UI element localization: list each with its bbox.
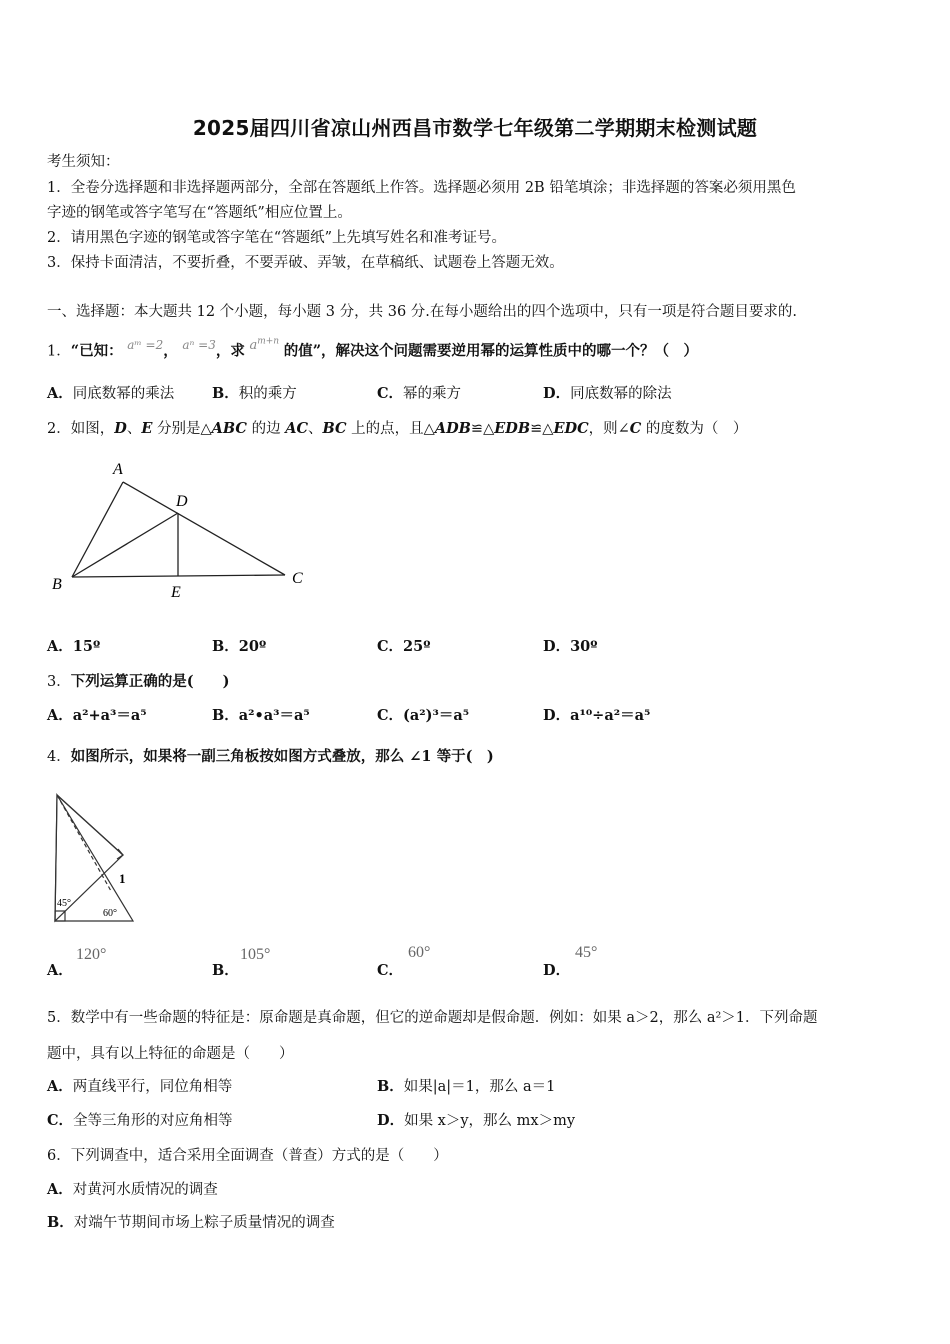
q5-option-a[interactable]: A．两直线平行，同位角相等 [47,1078,233,1095]
angle-60-label: 60° [103,908,117,919]
question-5-line-1: 5．数学中有一些命题的特征是：原命题是真命题，但它的逆命题却是假命题．例如：如果 a＞2，那么 a²＞1．下列命题 [47,1010,818,1026]
question-number: 1． [47,343,71,360]
q5-option-c[interactable]: C．全等三角形的对应角相等 [47,1112,233,1129]
q1-sep: ， [163,342,178,360]
question-2: 2．如图，D、E 分别是△ABC 的边 AC、BC 上的点，且△ADB≌△EDB≌△EDC，则∠C 的度数为（ ） [47,420,748,437]
q1-text-pre: “已知： [70,342,123,360]
angle-1-label: 1 [119,871,126,886]
q1-formula-2: aⁿ =3 [182,338,216,353]
q4-option-a[interactable]: A． [47,962,73,979]
section-heading: 一、选择题：本大题共 12 个小题，每小题 3 分，共 36 分.在每小题给出的四个选项中，只有一项是符合题目要求的. [47,304,797,320]
q2-option-c[interactable]: C．25º [377,638,431,655]
label-c: C [292,570,303,587]
q1-formula-3-exp: m+n [257,337,280,347]
q3-option-c[interactable]: C．(a²)³＝a⁵ [377,707,470,724]
question-1 [47,338,698,362]
notice-item-1-line-2: 字迹的钢笔或答字笔写在“答题纸”相应位置上。 [47,205,352,221]
notice-item-2: 2．请用黑色字迹的钢笔或答字笔在“答题纸”上先填写姓名和准考证号。 [47,230,507,246]
q3-option-a[interactable]: A．a²+a³＝a⁵ [47,707,147,724]
edge-ac [123,482,285,575]
q2-option-d[interactable]: D．30º [543,638,598,655]
q4-option-c[interactable]: C． [377,962,404,979]
angle-45-label: 45° [57,898,71,909]
q1-formula-3 [249,338,279,353]
q1-option-b[interactable]: B．积的乘方 [212,385,297,402]
label-e: E [171,584,181,601]
q3-option-d[interactable]: D．a¹⁰÷a²＝a⁵ [543,707,651,724]
q2-triangle-figure [40,455,320,605]
page-title: 2025届四川省凉山州西昌市数学七年级第二学期期末检测试题 [192,116,758,140]
question-4: 4．如图所示，如果将一副三角板按如图方式叠放，那么 ∠1 等于( ) [47,748,494,765]
q6-option-b[interactable]: B．对端午节期间市场上粽子质量情况的调查 [47,1214,335,1231]
label-a: A [113,461,123,478]
question-6: 6．下列调查中，适合采用全面调查（普查）方式的是（ ） [47,1148,448,1164]
q3-option-b[interactable]: B．a²•a³＝a⁵ [212,707,310,724]
q1-text-mid: ，求 [215,342,245,360]
edge-bd [72,513,178,577]
q5-option-b[interactable]: B．如果|a|＝1，那么 a＝1 [377,1078,556,1095]
q4-set-squares-figure [45,785,145,930]
q6-option-a[interactable]: A．对黄河水质情况的调查 [47,1181,218,1198]
notice-heading: 考生须知： [47,154,120,170]
label-b: B [52,576,62,593]
q2-option-a[interactable]: A．15º [47,638,101,655]
q1-option-a[interactable]: A．同底数幂的乘法 [47,385,175,402]
q4-option-a-value: 120° [76,946,107,963]
q1-formula-1: aᵐ =2 [127,338,164,353]
q4-option-c-value: 60° [408,944,431,961]
q4-option-b[interactable]: B． [212,962,239,979]
label-d: D [176,493,188,510]
q2-option-b[interactable]: B．20º [212,638,267,655]
edge-ab [72,482,123,577]
q5-option-d[interactable]: D．如果 x＞y，那么 mx＞my [377,1112,576,1129]
q4-option-d[interactable]: D． [543,962,571,979]
q1-option-d[interactable]: D．同底数幂的除法 [543,385,672,402]
notice-item-1-line-1: 1．全卷分选择题和非选择题两部分，全部在答题纸上作答。选择题必须用 2B 铅笔填涂；非选择题的答案必须用黑色 [47,180,796,196]
question-5-line-2: 题中，具有以上特征的命题是（ ） [47,1046,294,1062]
question-3: 3．下列运算正确的是( ) [47,673,230,690]
q1-option-c[interactable]: C．幂的乘方 [377,385,462,402]
q4-option-b-value: 105° [240,946,271,963]
notice-item-3: 3．保持卡面清洁，不要折叠，不要弄破、弄皱，在草稿纸、试题卷上答题无效。 [47,255,564,271]
q1-formula-3-base: a [249,338,258,354]
q4-option-d-value: 45° [575,944,598,961]
q1-text-post: 的值”，解决这个问题需要逆用幂的运算性质中的哪一个？（ ） [283,342,699,360]
